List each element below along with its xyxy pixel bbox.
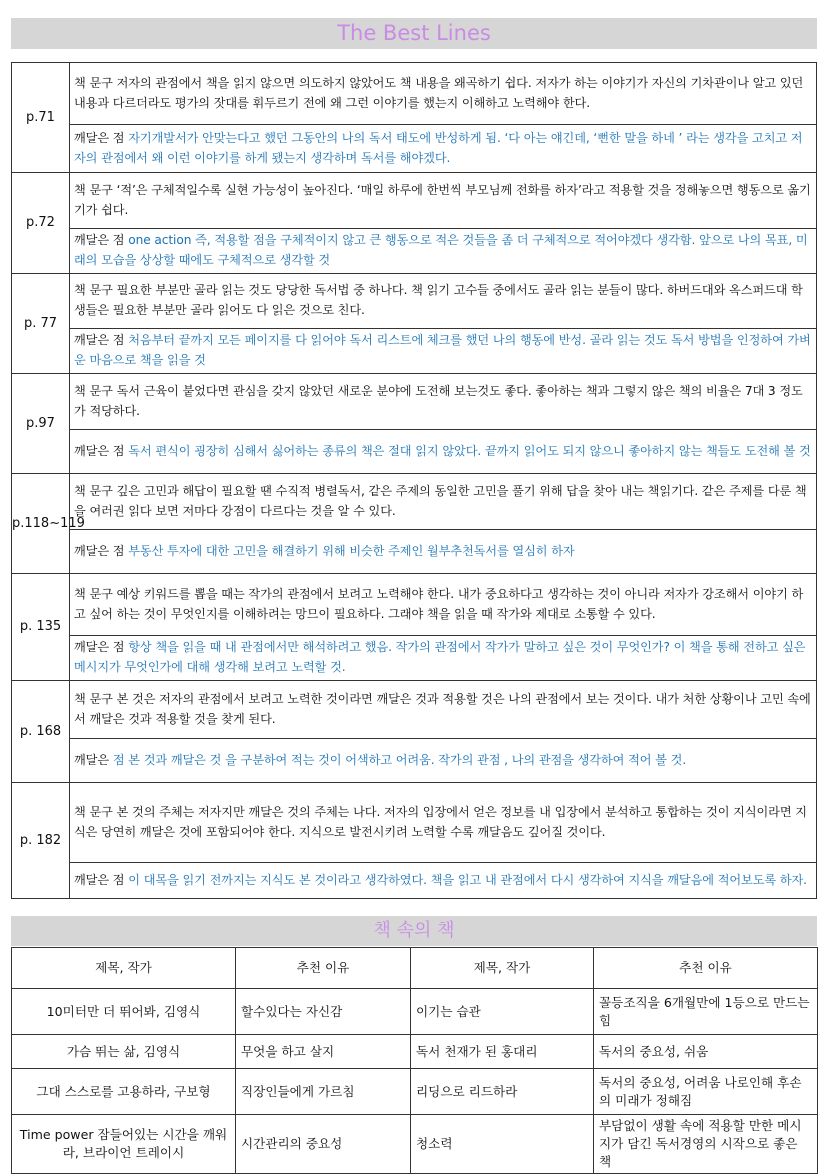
book-quote xyxy=(70,574,817,636)
quote-text: ‘적’은 구체적일수록 실현 가능성이 높아진다. ‘매일 하루에 한번씩 부모님께 전화를 하자’라고 적용할 것을 정해놓으면 행동으로 옮기기가 쉽다. xyxy=(74,182,811,217)
quote-label: 책 문구 xyxy=(74,691,113,706)
realize-label: 깨달은 점 xyxy=(74,130,125,145)
book-reason: 시간관리의 중요성 xyxy=(236,1115,411,1174)
realization xyxy=(70,530,817,574)
line-quote-row xyxy=(12,474,817,530)
line-realize-row xyxy=(12,125,817,173)
realization xyxy=(70,430,817,474)
book-row xyxy=(12,1035,818,1069)
page-number: p.71 xyxy=(12,63,70,173)
book-row xyxy=(12,989,818,1035)
realize-label: 깨달은 점 xyxy=(74,543,125,558)
book-table-header-row xyxy=(12,948,818,989)
book-quote xyxy=(70,173,817,229)
book-reason: 독서의 중요성, 쉬움 xyxy=(594,1035,818,1069)
book-reason: 할수있다는 자신감 xyxy=(236,989,411,1035)
quote-label: 책 문구 xyxy=(74,383,113,398)
book-quote xyxy=(70,681,817,739)
realize-text: 처음부터 끝까지 모든 페이지를 다 읽어야 독서 리스트에 체크를 했던 나의 행동에 반성. 골라 읽는 것도 독서 방법을 인정하여 가벼운 마음으로 책을 읽을 것 xyxy=(74,333,811,367)
line-quote-row xyxy=(12,63,817,125)
realize-label: 깨달은 점 xyxy=(74,872,125,887)
realize-label: 깨달은 xyxy=(74,752,110,767)
quote-label: 책 문구 xyxy=(74,182,113,197)
realize-text: 이 대목을 읽기 전까지는 지식도 본 것이라고 생각하였다. 책을 읽고 내 관점에서 다시 생각하여 지식을 깨달음에 적어보도록 하자. xyxy=(128,872,807,887)
book-recommendation-table xyxy=(11,947,818,1174)
line-realize-row xyxy=(12,530,817,574)
book-quote xyxy=(70,474,817,530)
header-reason-1: 추천 이유 xyxy=(236,948,411,989)
realization xyxy=(70,125,817,173)
header-reason-2: 추천 이유 xyxy=(594,948,818,989)
quote-text: 깊은 고민과 해답이 필요할 땐 수직적 병렬독서, 같은 주제의 동일한 고민을 풀기 위해 답을 찾아 내는 책읽기다. 같은 주제를 다룬 책을 여러권 읽다 보면 저마다 강점이 다르다는 것을 알 수 있다. xyxy=(74,483,807,518)
book-title-author: 이기는 습관 xyxy=(411,989,594,1035)
book-title-author: 그대 스스로를 고용하라, 구보형 xyxy=(12,1069,236,1115)
realize-text: 부동산 투자에 대한 고민을 해결하기 위해 비슷한 주제인 월부추천독서를 열심히 하자 xyxy=(128,543,575,558)
quote-label: 책 문구 xyxy=(74,75,113,90)
book-title-author: Time power 잠들어있는 시간을 깨워라, 브라이언 트레이시 xyxy=(12,1115,236,1174)
page-number: p. 168 xyxy=(12,681,70,783)
book-title-author: 독서 천재가 된 홍대리 xyxy=(411,1035,594,1069)
best-lines-table xyxy=(11,62,817,899)
line-realize-row xyxy=(12,863,817,899)
line-realize-row xyxy=(12,229,817,274)
book-reason: 직장인들에게 가르침 xyxy=(236,1069,411,1115)
realize-text: 자기개발서가 안맞는다고 했던 그동안의 나의 독서 태도에 반성하게 됨. ‘다 아는 얘긴데, ‘뻔한 말을 하네 ’ 라는 생각을 고치고 저자의 관점에서 왜 이런 이야기를 하게 됐는지 생각하며 독서를 해야겠다. xyxy=(74,130,803,165)
page-number: p. 182 xyxy=(12,783,70,899)
page-number: p. 135 xyxy=(12,574,70,681)
quote-text: 본 것은 저자의 관점에서 보려고 노력한 것이라면 깨달은 것과 적용할 것은 나의 관점에서 보는 것이다. 내가 처한 상황이나 고민 속에서 깨달은 것과 적용할 것을 찾게 된다. xyxy=(74,691,811,726)
line-realize-row xyxy=(12,739,817,783)
realize-label: 깨달은 점 xyxy=(74,640,125,654)
realize-label: 깨달은 점 xyxy=(74,233,125,247)
line-realize-row xyxy=(12,636,817,681)
realize-text: 항상 책을 읽을 때 내 관점에서만 해석하려고 했음. 작가의 관점에서 작가가 말하고 싶은 것이 무엇인가? 이 책을 통해 전하고 싶은 메시지가 무엇인가에 대해 생각해 보려고 노력할 것. xyxy=(74,640,806,674)
line-quote-row xyxy=(12,574,817,636)
header-title-author-1: 제목, 작가 xyxy=(12,948,236,989)
realization xyxy=(70,329,817,374)
line-quote-row xyxy=(12,681,817,739)
quote-text: 저자의 관점에서 책을 읽지 않으면 의도하지 않았어도 책 내용을 왜곡하기 쉽다. 저자가 하는 이야기가 자신의 기차관이나 알고 있던 내용과 다르더라도 평가의 잣대를 휘두르기 전에 왜 그런 이야기를 했는지 이해하고 노력해야 한다. xyxy=(74,75,804,110)
line-quote-row xyxy=(12,173,817,229)
quote-label: 책 문구 xyxy=(74,586,113,601)
top-banner-title: The Best Lines xyxy=(11,18,817,49)
quote-text: 필요한 부분만 골라 읽는 것도 당당한 독서법 중 하나다. 책 읽기 고수들 중에서도 골라 읽는 분들이 많다. 하버드대와 옥스퍼드대 학생들은 필요한 부분만 골라 읽어도 다 읽은 것으로 친다. xyxy=(74,283,803,317)
realize-text: 점 본 것과 깨달은 것 을 구분하여 적는 것이 어색하고 어려움. 작가의 관점 , 나의 관점을 생각하여 적어 볼 것. xyxy=(112,752,687,767)
realization xyxy=(70,229,817,274)
book-quote xyxy=(70,374,817,430)
bottom-banner-title: 책 속의 책 xyxy=(11,916,817,946)
book-title-author: 청소력 xyxy=(411,1115,594,1174)
book-quote xyxy=(70,63,817,125)
book-reason: 무엇을 하고 살지 xyxy=(236,1035,411,1069)
book-reason: 꼴등조직을 6개월만에 1등으로 만드는 힘 xyxy=(594,989,818,1035)
quote-text: 예상 키워드를 뽑을 때는 작가의 관점에서 보려고 노력해야 한다. 내가 중요하다고 생각하는 것이 아니라 저자가 강조해서 이야기 하고 싶어 하는 것이 무엇인지를 이해하려는 망므이 필요하다. 그래야 책을 읽을 때 작가와 제대로 소통할 수 있다. xyxy=(74,586,804,621)
line-realize-row xyxy=(12,329,817,374)
realize-label: 깨달은 점 xyxy=(74,443,125,458)
book-title-author: 10미터만 더 뛰어봐, 김영식 xyxy=(12,989,236,1035)
quote-text: 본 것의 주체는 저자지만 깨달은 것의 주체는 나다. 저자의 입장에서 얻은 정보를 내 입장에서 분석하고 통합하는 것이 지식이라면 지식은 당연히 깨달은 것에 포함되어야 한다. 지식으로 발전시키려 노력할 수록 깨달음도 깊어질 것이다. xyxy=(74,804,807,839)
page-number: p.97 xyxy=(12,374,70,474)
quote-label: 책 문구 xyxy=(74,804,113,819)
quote-text: 독서 근육이 붙었다면 관심을 갖지 않았던 새로운 분야에 도전해 보는것도 좋다. 좋아하는 책과 그렇지 않은 책의 비율은 7대 3 정도가 적당하다. xyxy=(74,383,803,418)
line-quote-row xyxy=(12,274,817,329)
book-title-author: 가슴 뛰는 삶, 김영식 xyxy=(12,1035,236,1069)
quote-label: 책 문구 xyxy=(74,283,113,297)
realize-text: one action 즉, 적용할 점을 구체적이지 않고 큰 행동으로 적은 것들을 좀 더 구체적으로 적어야겠다 생각함. 앞으로 나의 목표, 미래의 모습을 상상할 때에도 구체적으로 생각할 것 xyxy=(74,233,808,267)
realize-label: 깨달은 점 xyxy=(74,333,125,347)
book-row xyxy=(12,1115,818,1174)
book-reason: 부담없이 생활 속에 적용할 만한 메시지가 담긴 독서경영의 시작으로 좋은 책 xyxy=(594,1115,818,1174)
line-quote-row xyxy=(12,783,817,863)
header-title-author-2: 제목, 작가 xyxy=(411,948,594,989)
page-number: p.72 xyxy=(12,173,70,274)
book-row xyxy=(12,1069,818,1115)
realization xyxy=(70,739,817,783)
realization xyxy=(70,863,817,899)
realization xyxy=(70,636,817,681)
book-quote xyxy=(70,274,817,329)
quote-label: 책 문구 xyxy=(74,483,113,498)
book-quote xyxy=(70,783,817,863)
book-reason: 독서의 중요성, 어려움 나로인해 후손의 미래가 정해짐 xyxy=(594,1069,818,1115)
page-number: p.118~119 xyxy=(12,474,70,574)
page-number: p. 77 xyxy=(12,274,70,374)
line-quote-row xyxy=(12,374,817,430)
book-title-author: 리딩으로 리드하라 xyxy=(411,1069,594,1115)
realize-text: 독서 편식이 굉장히 심해서 싫어하는 종류의 책은 절대 읽지 않았다. 끝까지 읽어도 되지 않으니 좋아하지 않는 책들도 도전해 볼 것 xyxy=(128,443,811,458)
line-realize-row xyxy=(12,430,817,474)
